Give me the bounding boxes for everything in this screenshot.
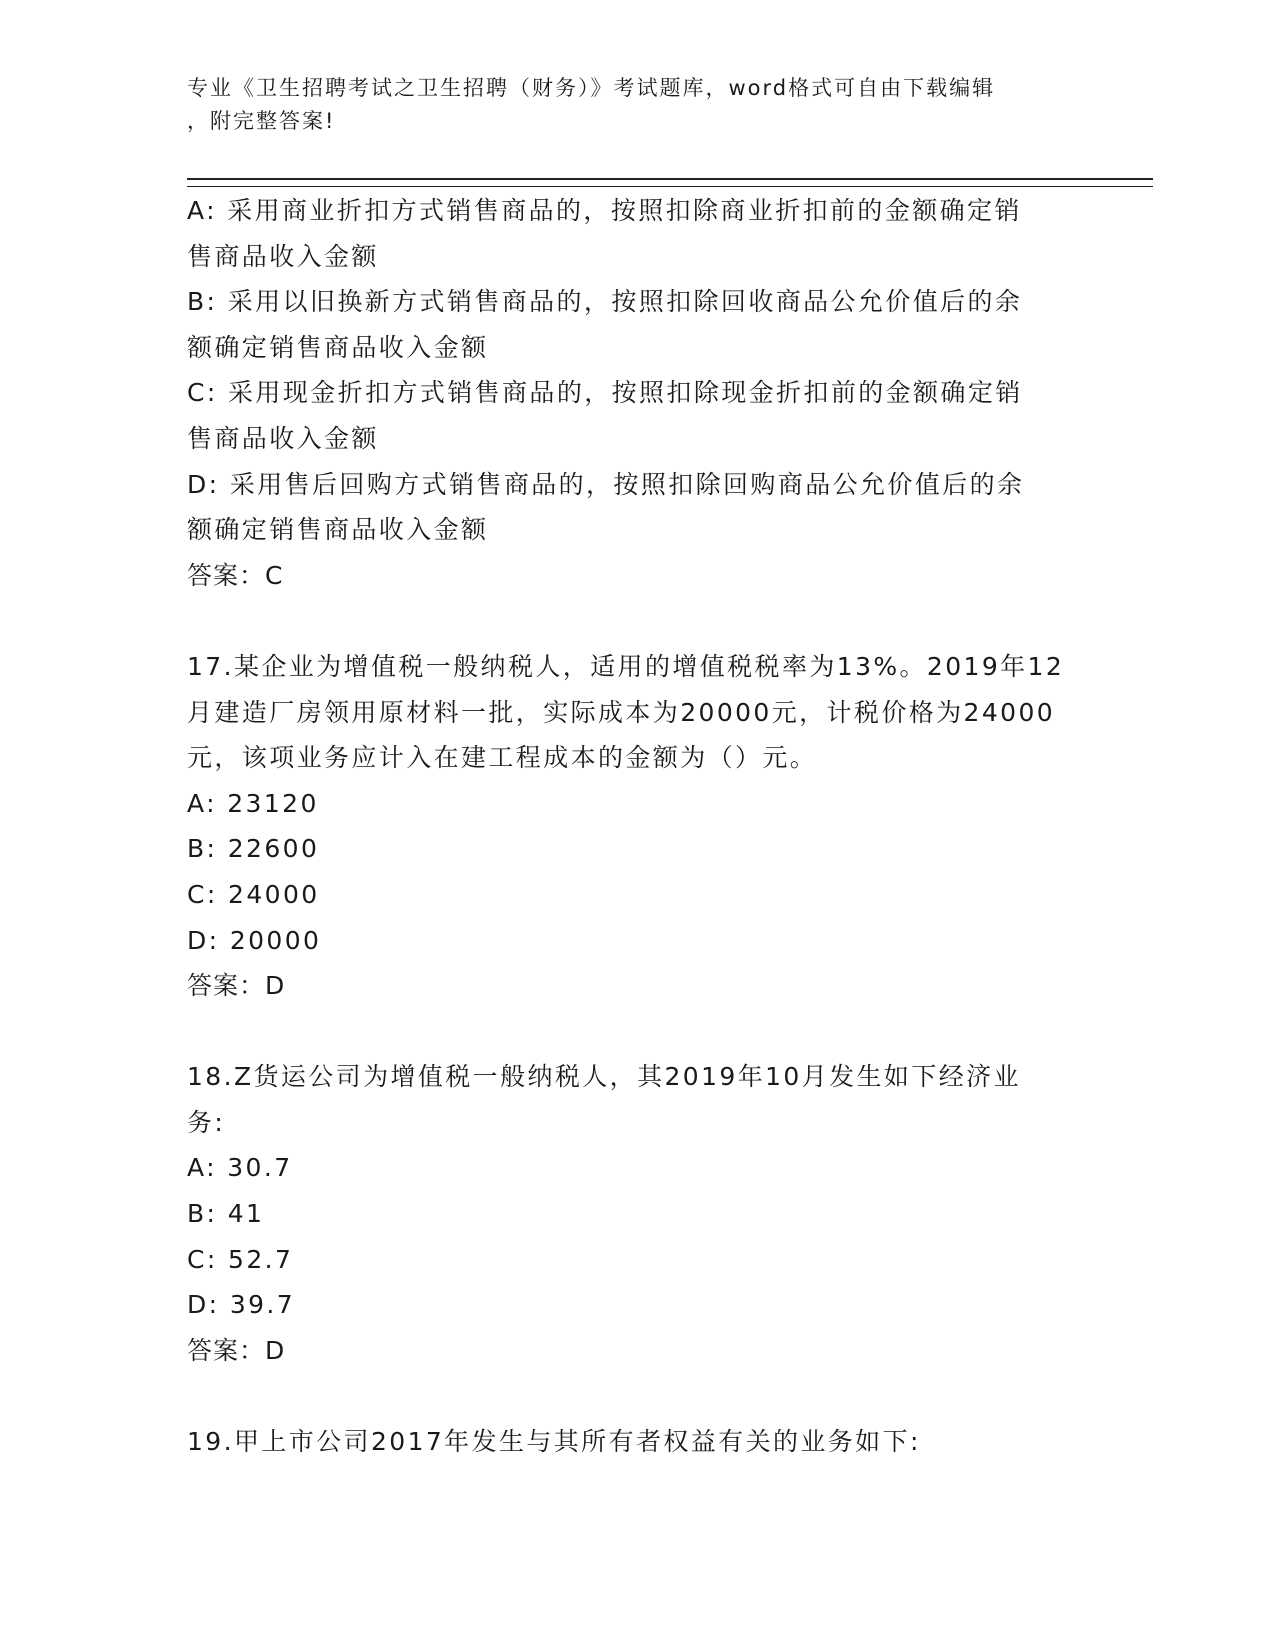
question-19 <box>187 1419 1077 1465</box>
option-b-line-2: 额确定销售商品收入金额 <box>187 332 489 362</box>
spacer <box>187 1373 1077 1419</box>
option-c-line-1: C: 采用现金折扣方式销售商品的，按照扣除现金折扣前的金额确定销 <box>187 378 1023 408</box>
option-a-line-2: 售商品收入金额 <box>187 241 379 271</box>
option-b-line-1: B: 采用以旧换新方式销售商品的，按照扣除回收商品公允价值后的余 <box>187 287 1023 317</box>
answer: 答案：D <box>187 1335 286 1365</box>
option-a: A: 23120 <box>187 788 319 818</box>
option-d: D: 39.7 <box>187 1290 296 1320</box>
option-d: D: 20000 <box>187 925 322 955</box>
question-17 <box>187 644 1077 1009</box>
question-stem-line: 17.某企业为增值税一般纳税人，适用的增值税税率为13%。2019年12 <box>187 651 1065 681</box>
option-c: C: 24000 <box>187 879 320 909</box>
document-header <box>187 72 1067 138</box>
question-stem-line: 元，该项业务应计入在建工程成本的金额为（）元。 <box>187 743 818 773</box>
header-line-1: 专业《卫生招聘考试之卫生招聘（财务）》考试题库，word格式可自由下载编辑 <box>187 76 996 100</box>
option-c-line-2: 售商品收入金额 <box>187 423 379 453</box>
spacer <box>187 598 1077 644</box>
question-18 <box>187 1054 1077 1373</box>
document-body <box>187 188 1077 1465</box>
option-d-line-1: D: 采用售后回购方式销售商品的，按照扣除回购商品公允价值后的余 <box>187 469 1025 499</box>
spacer <box>187 1009 1077 1055</box>
option-c: C: 52.7 <box>187 1244 294 1274</box>
question-stem-line: 月建造厂房领用原材料一批，实际成本为20000元，计税价格为24000 <box>187 697 1056 727</box>
option-b: B: 41 <box>187 1199 265 1229</box>
answer: 答案：D <box>187 971 286 1001</box>
option-a-line-1: A: 采用商业折扣方式销售商品的，按照扣除商业折扣前的金额确定销 <box>187 196 1022 225</box>
option-d-line-2: 额确定销售商品收入金额 <box>187 515 489 545</box>
question-stem-line: 18.Z货运公司为增值税一般纳税人，其2019年10月发生如下经济业 <box>187 1062 1021 1092</box>
option-a: A: 30.7 <box>187 1153 293 1183</box>
header-divider <box>187 178 1153 187</box>
answer: 答案：C <box>187 560 284 590</box>
question-stem-line: 务: <box>187 1107 226 1137</box>
question-stem-line: 19.甲上市公司2017年发生与其所有者权益有关的业务如下: <box>187 1427 921 1457</box>
question-16-continuation <box>187 188 1077 598</box>
header-line-2: ，附完整答案! <box>187 109 336 133</box>
option-b: B: 22600 <box>187 834 320 864</box>
